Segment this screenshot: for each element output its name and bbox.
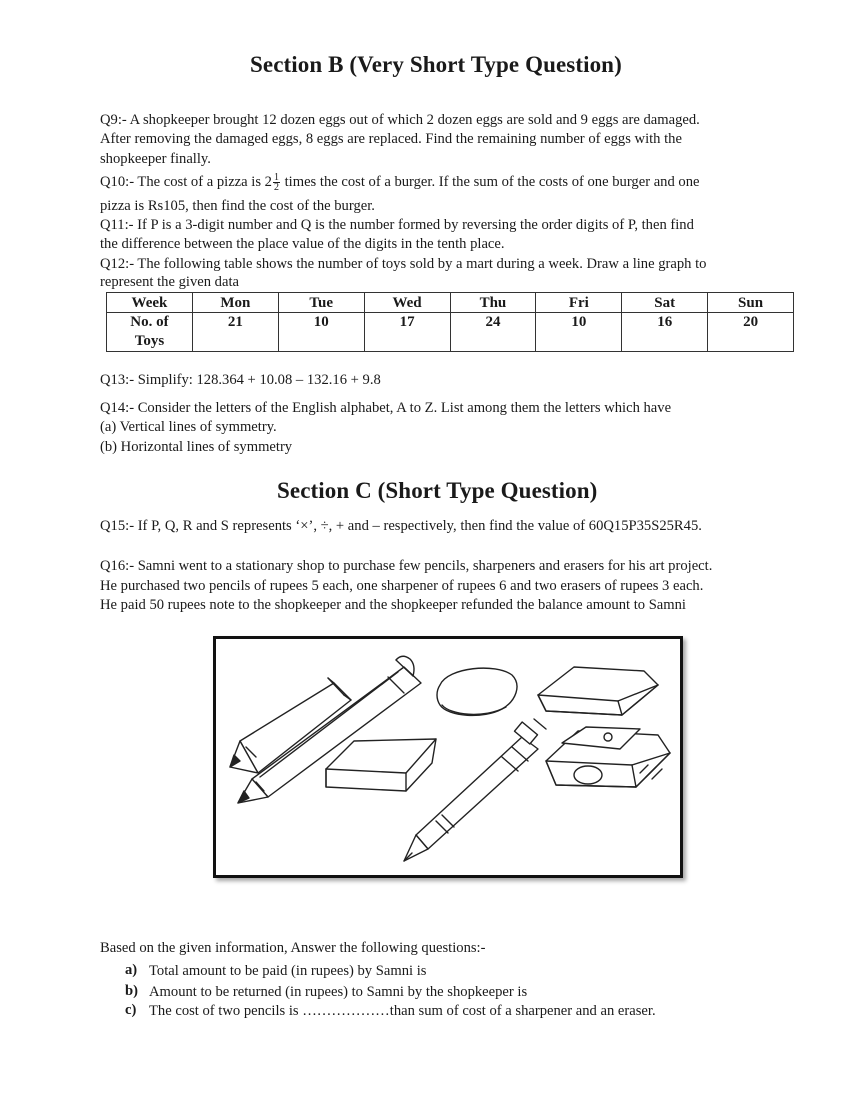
q9-line-2: After removing the damaged eggs, 8 eggs are replaced. Find the remaining number of eggs with the — [100, 131, 682, 147]
q10-text-post: times the cost of a burger. If the sum of the costs of one burger and one — [280, 174, 700, 190]
table-row-label: No. of Toys — [107, 313, 193, 352]
sub-question-a: Total amount to be paid (in rupees) by Samni is — [149, 963, 427, 979]
table-header-cell: Tue — [278, 293, 364, 313]
q10-line-2: pizza is Rs105, then find the cost of the burger. — [100, 198, 375, 214]
section-c-title: Section C (Short Type Question) — [277, 478, 598, 503]
q14-line-1: Q14:- Consider the letters of the English alphabet, A to Z. List among them the letters which have — [100, 400, 672, 416]
sub-question-label-c: c) — [125, 1002, 137, 1018]
table-header-row — [107, 293, 794, 313]
fraction-numerator: 1 — [273, 172, 279, 184]
stationery-illustration — [213, 636, 683, 878]
q10-line-1 — [100, 173, 700, 192]
table-header-cell: Sun — [708, 293, 794, 313]
q11-line-1: Q11:- If P is a 3-digit number and Q is the number formed by reversing the order digits of P, then find — [100, 217, 694, 233]
q9-line-1: Q9:- A shopkeeper brought 12 dozen eggs out of which 2 dozen eggs are sold and 9 eggs are damaged. — [100, 112, 700, 128]
table-cell: 21 — [192, 313, 278, 352]
toys-table — [106, 292, 794, 352]
sharpener-icon — [546, 727, 670, 787]
mixed-fraction — [273, 173, 280, 192]
table-header-cell: Wed — [364, 293, 450, 313]
q12-line-1: Q12:- The following table shows the number of toys sold by a mart during a week. Draw a line graph to — [100, 256, 707, 272]
q14-line-3: (b) Horizontal lines of symmetry — [100, 439, 293, 455]
fraction-denominator: 2 — [273, 182, 279, 194]
table-header-cell: Sat — [622, 293, 708, 313]
flat-eraser-icon — [538, 667, 658, 715]
table-header-cell: Fri — [536, 293, 622, 313]
section-b-title: Section B (Very Short Type Question) — [250, 52, 622, 77]
block-eraser-icon — [326, 739, 436, 791]
table-cell: 17 — [364, 313, 450, 352]
table-cell: 20 — [708, 313, 794, 352]
q12-line-2: represent the given data — [100, 274, 239, 290]
q11-line-2: the difference between the place value of the digits in the tenth place. — [100, 236, 505, 252]
sub-question-label-a: a) — [125, 962, 138, 978]
q13-line: Q13:- Simplify: 128.364 + 10.08 – 132.16 + 9.8 — [100, 372, 381, 388]
table-cell: 10 — [278, 313, 364, 352]
q14-line-2: (a) Vertical lines of symmetry. — [100, 419, 277, 435]
table-row — [107, 313, 794, 352]
q16-line-1: Q16:- Samni went to a stationary shop to purchase few pencils, sharpeners and erasers for his art project. — [100, 558, 713, 574]
oval-eraser-icon — [437, 668, 517, 715]
sub-question-c: The cost of two pencils is ………………than sum of cost of a sharpener and an eraser. — [149, 1003, 656, 1019]
q16-line-2: He purchased two pencils of rupees 5 each, one sharpener of rupees 6 and two erasers of rupees 3 each. — [100, 578, 704, 594]
q9-line-3: shopkeeper finally. — [100, 151, 211, 167]
table-cell: 16 — [622, 313, 708, 352]
table-cell: 10 — [536, 313, 622, 352]
sub-question-b: Amount to be returned (in rupees) to Samni by the shopkeeper is — [149, 984, 528, 1000]
sub-question-label-b: b) — [125, 983, 138, 999]
based-on-text: Based on the given information, Answer the following questions:- — [100, 940, 486, 956]
table-header-cell: Mon — [192, 293, 278, 313]
q15-line: Q15:- If P, Q, R and S represents ‘×’, ÷, + and – respectively, then find the value of 60Q15P35S25R45. — [100, 518, 702, 534]
stationery-drawing — [216, 639, 680, 875]
table-cell: 24 — [450, 313, 536, 352]
q16-line-3: He paid 50 rupees note to the shopkeeper and the shopkeeper refunded the balance amount to Samni — [100, 597, 686, 613]
table-header-cell: Thu — [450, 293, 536, 313]
table-header-cell: Week — [107, 293, 193, 313]
q10-text-pre: Q10:- The cost of a pizza is 2 — [100, 174, 272, 190]
